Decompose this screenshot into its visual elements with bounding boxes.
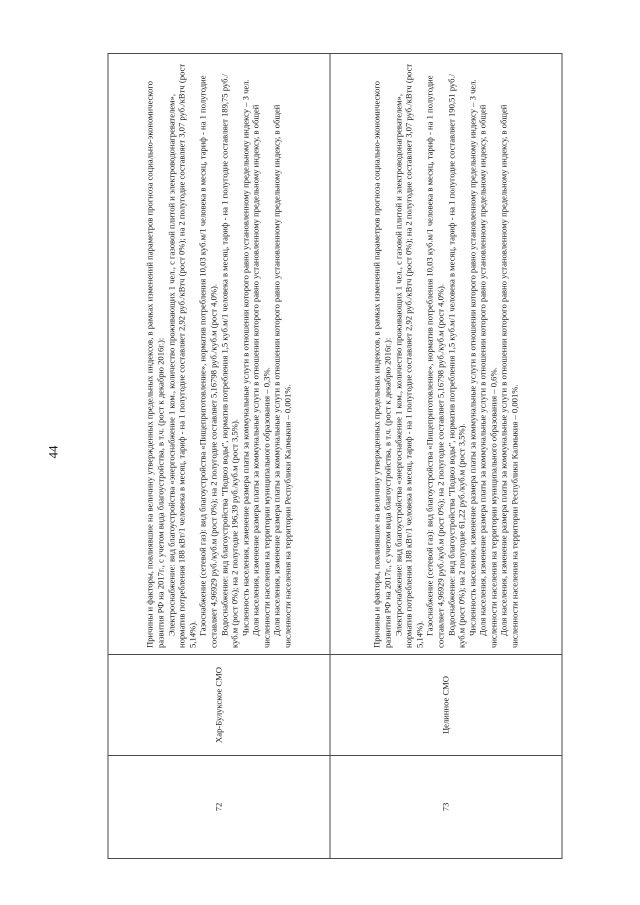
paragraph: Газоснабжение (сетевой газ): вид благоустройства «Пищеприготовление», норматив потребления 10,03 куб.м/1 человека в месяц, тариф - на 1 полугодие составляет 4,96929 руб./куб.м (рост 0%); на 2 полугодие составляет 5,16798 руб./куб.м (рост 4,0%). — [197, 75, 219, 648]
municipality-name: Целинное СМО — [330, 655, 562, 756]
paragraph: Газоснабжение (сетевой газ): вид благоустройства «Пищеприготовление», норматив потребления 10,03 куб.м/1 человека в месяц, тариф - на 1 полугодие составляет 4,96929 руб./куб.м (рост 0%); на 2 полугодие составляет 5,16798 руб./куб.м (рост 4,0%). — [424, 75, 446, 648]
rotated-landscape-content — [45, 37, 593, 867]
paragraph: Доля населения, изменение размера платы за коммунальные услуги в отношении которого равно установленному предельному индексу, в общей численности населения на территории Республики Калмыкия – 0,001%. — [271, 104, 293, 648]
page-number: 44 — [45, 445, 61, 459]
paragraph: Доля населения, изменение размера платы за коммунальные услуги в отношении которого равно установленному предельному индексу, в общей численности населения на территории Республики Калмыкия – 0,001%. — [498, 104, 520, 648]
description-cell — [108, 54, 330, 655]
table-row — [330, 54, 562, 859]
description-cell — [330, 54, 562, 655]
paragraph: Водоснабжение: вид благоустройства "Подвоз воды", норматив потребления 1,5 куб.м/1 человека в месяц, тариф - на 1 полугодие составляет 189,75 руб./куб.м (рост 0%); на 2 полугодие 196,39 руб./куб.м (рост 3,5%). — [219, 73, 240, 648]
paragraph: Электроснабжение: вид благоустройства «энергоснабжение 1 ком., количество проживающих 1 чел., с газовой плитой и электроводонагревателем», норматив потребления 188 кВт/1 человека в месяц, тариф - на 1 полугодие составляет 2,92 руб./кВтч (рост 0%); на 2 полугодие составляет 3,07 руб./кВтч (рост 5,14%). — [166, 63, 198, 648]
paragraph: Водоснабжение: вид благоустройства "Подвоз воды", норматив потребления 1,5 куб.м/1 человека в месяц, тариф - на 1 полугодие составляет 190,51 руб./куб.м (рост 0%); на 2 полугодие 61,22 руб./куб.м (рост 3,5%). — [446, 73, 467, 648]
paragraph: Доля населения, изменение размера платы за коммунальные услуги в отношении которого равно установленному предельному индексу, в общей численности населения на территории муниципального образования – 0,3%. — [250, 104, 272, 648]
paragraph: Численность населения, изменение размера платы за коммунальные услуги в отношении которого равно установленному предельному индексу – 3 чел. — [467, 79, 478, 636]
table-row — [108, 54, 330, 859]
paragraph: Электроснабжение: вид благоустройства «энергоснабжение 1 ком., количество проживающих 1 чел., с газовой плитой и электроводонагревателем», норматив потребления 188 кВт/1 человека в месяц, тариф - на 1 полугодие составляет 2,92 руб./кВтч (рост 0%); на 2 полугодие составляет 3,07 руб./кВтч (рост 5,14%). — [393, 63, 425, 648]
indices-table — [108, 53, 563, 859]
paragraph: Численность населения, изменение размера платы за коммунальные услуги в отношении которого равно установленному предельному индексу – 3 чел. — [240, 79, 251, 636]
paragraph: Причины и факторы, повлиявшие на величину утвержденных предельных индексов, в рамках изменений параметров прогноза социально-экономического развития РФ на 2017г., с учетом вида благоустройства, в т.ч. (рост к декабрю 2016г.): — [371, 81, 393, 648]
municipality-name: Хар-Булукское СМО — [108, 655, 330, 756]
row-number: 73 — [330, 756, 562, 859]
row-number: 72 — [108, 756, 330, 859]
paragraph: Причины и факторы, повлиявшие на величину утвержденных предельных индексов, в рамках изменений параметров прогноза социально-экономического развития РФ на 2017г., с учетом вида благоустройства, в т.ч. (рост к декабрю 2016г.): — [144, 81, 166, 648]
paragraph: Доля населения, изменение размера платы за коммунальные услуги в отношении которого равно установленному предельному индексу, в общей численности населения на территории муниципального образования – 0,6%. — [477, 104, 499, 648]
